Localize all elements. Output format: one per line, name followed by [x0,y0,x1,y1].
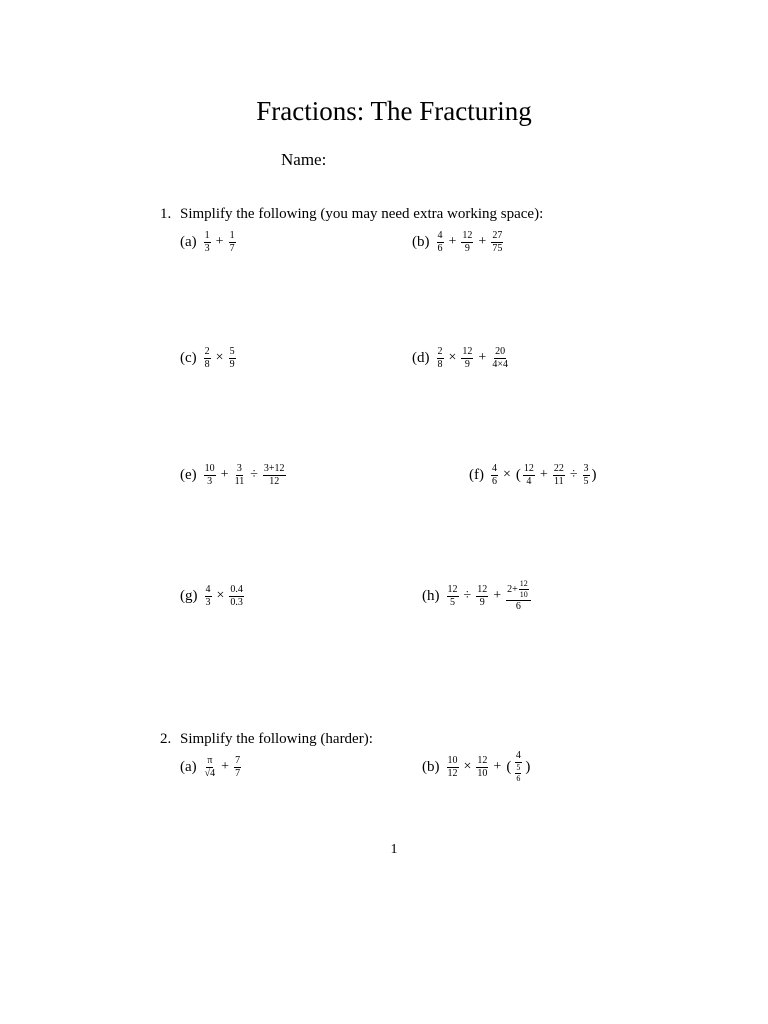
denominator: 4×4 [492,358,508,370]
numerator: 12 [462,345,473,357]
numerator: 1 [229,229,235,241]
denominator: 6 [516,774,521,783]
operator: + [448,234,457,249]
operator: × [463,759,472,774]
numerator: 20 [495,345,506,357]
problem-2b [422,752,531,782]
operator: × [215,350,224,365]
numerator: 5 [516,763,521,772]
problem-label: (g) [180,587,198,604]
denominator: 3 [207,475,213,487]
problem-label: (b) [422,758,440,775]
denominator: 11 [553,475,564,487]
operator: + [539,467,548,482]
denominator: 11 [234,475,245,487]
numerator: 22 [553,462,564,474]
numerator: 3+12 [263,462,285,474]
fraction [461,231,473,254]
right-paren: ) [525,758,531,775]
denominator: 6 [437,242,443,254]
denominator: 8 [437,358,443,370]
compound-fraction [506,580,531,612]
numerator: 12 [462,229,473,241]
question-1-number: 1. [160,206,172,222]
denominator: 75 [492,242,503,254]
denominator: 0.3 [230,596,243,608]
denominator: √4 [204,767,216,779]
denominator: 10 [477,767,488,779]
denominator: 12 [447,767,458,779]
operator: ÷ [569,467,578,482]
numerator [506,580,531,601]
problem-label: (d) [412,349,430,366]
numerator: 12 [477,583,488,595]
fraction [523,464,535,487]
denominator: 10 [519,590,528,599]
denominator: 6 [492,475,497,487]
numerator-prefix: 2+ [507,583,518,595]
problem-1c [180,343,237,373]
fraction [204,231,211,254]
fraction [437,347,444,370]
fraction [437,231,444,254]
numerator: 27 [492,229,503,241]
numerator: 10 [204,462,215,474]
denominator: 5 [450,596,455,608]
problem-label: (a) [180,758,197,775]
numerator: 10 [447,754,458,766]
denominator: 7 [229,242,235,254]
fraction [229,231,236,254]
fraction [476,756,488,779]
numerator: 12 [519,579,528,588]
fraction [234,464,246,487]
operator: + [478,234,487,249]
problem-label: (f) [469,466,484,483]
numerator: 3 [236,462,242,474]
denominator: 6 [515,601,521,612]
fraction [515,764,521,783]
fraction [263,464,286,487]
denominator: 9 [479,596,485,608]
fraction [447,585,459,608]
problem-label: (a) [180,233,197,250]
fraction [229,347,236,370]
numerator: 4 [492,462,497,474]
operator: + [493,759,502,774]
fraction [491,231,503,254]
numerator: 2 [437,345,443,357]
denominator: 8 [204,358,210,370]
fraction [553,464,565,487]
numerator: 3 [583,462,589,474]
left-paren: ( [506,758,512,775]
fraction [447,756,459,779]
fraction [461,347,473,370]
question-2-text: Simplify the following (harder): [180,731,373,747]
problem-1g [180,581,245,611]
numerator: 2 [204,345,210,357]
problem-label: (b) [412,233,430,250]
fraction [519,580,529,599]
operator: ÷ [250,467,258,482]
problem-1e [180,460,287,490]
fraction [204,347,211,370]
numerator: π [207,754,213,766]
denominator: 5 [583,475,589,487]
denominator: 3 [204,242,210,254]
numerator: 12 [477,754,488,766]
operator: ÷ [463,588,472,603]
fraction [205,585,212,608]
numerator: 12 [447,583,458,595]
problem-label: (e) [180,466,197,483]
numerator: 4 [515,750,521,761]
numerator: 7 [235,754,241,766]
question-2-number: 2. [160,731,172,747]
numerator: 5 [229,345,235,357]
question-1-prompt [160,206,543,223]
question-2-prompt [160,731,373,748]
fraction [229,585,244,608]
operator: + [215,234,224,249]
page-number: 1 [390,842,398,857]
denominator: 9 [464,358,470,370]
fraction [491,347,509,370]
problem-label: (c) [180,349,197,366]
fraction [204,464,216,487]
denominator: 9 [464,242,470,254]
operator: + [220,467,229,482]
operator: + [493,588,502,603]
fraction [491,464,498,487]
compound-fraction [513,751,523,783]
problem-1d [412,343,510,373]
operator: × [503,467,511,482]
fraction [476,585,488,608]
numerator: 12 [523,462,534,474]
fraction [234,756,241,779]
numerator: 0.4 [230,583,243,595]
left-paren: ( [515,466,521,483]
right-paren: ) [591,466,597,483]
problem-1f [469,460,598,490]
denominator: 7 [235,767,241,779]
numerator: 4 [205,583,211,595]
problem-1a [180,227,237,257]
fraction [583,464,590,487]
operator: + [478,350,487,365]
denominator [513,763,523,783]
page-title: Fractions: The Fracturing [256,96,532,126]
operator: × [448,350,457,365]
problem-1b [412,227,504,257]
numerator: 1 [204,229,210,241]
question-1-text: Simplify the following (you may need extra working space): [180,206,544,222]
numerator: 4 [437,229,443,241]
problem-label: (h) [422,587,440,604]
denominator: 4 [526,475,532,487]
denominator: 9 [229,358,235,370]
operator: × [216,588,225,603]
denominator: 12 [269,475,280,487]
name-label: Name: [281,150,327,169]
problem-2a [180,752,242,782]
fraction [204,756,217,779]
denominator: 3 [205,596,211,608]
problem-1h [422,581,532,611]
operator: + [221,759,230,774]
